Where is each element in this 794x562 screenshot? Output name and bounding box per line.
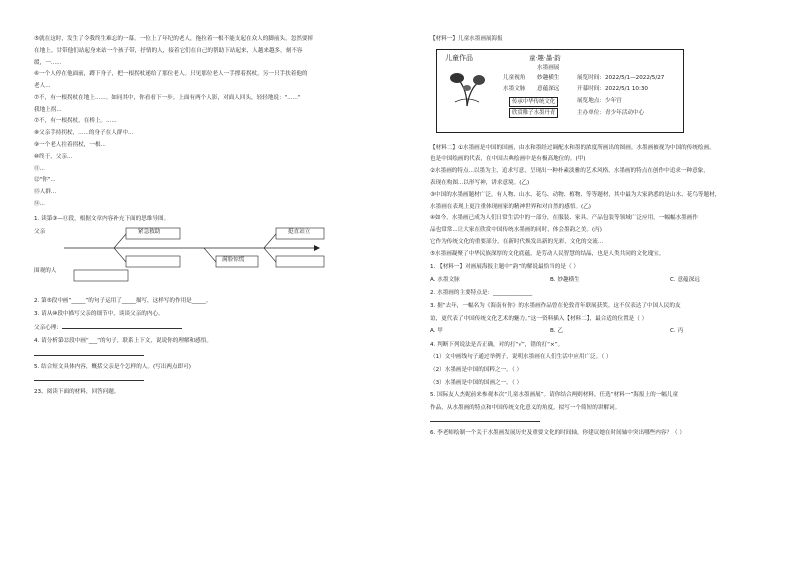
poster-c6: 欣赏稚子水墨丹青 — [509, 108, 558, 118]
r-question-4: 4. 判断下列说法是否正确，对的打“√”，错的打“×”。 — [430, 341, 564, 348]
paragraph: ⑦不，有一根拐杖在地上......。如同其中，你看看下一步。上面有两个人影，对面人回头，轻轻地说："......" — [34, 94, 301, 101]
r-question-1-options — [430, 275, 792, 286]
material-1-title: 【材料一】儿童水墨画展海报 — [430, 36, 503, 42]
left-column — [34, 34, 396, 400]
poster-c5: 传承中华传统文化 — [509, 97, 558, 107]
poster-c3: 水墨文脉 — [503, 85, 526, 92]
paragraph: 老人... — [34, 83, 51, 90]
question-23: 23、阅读下面的材料，回答问题。 — [34, 389, 120, 396]
poster-subtitle: 水墨画展 — [537, 64, 560, 71]
paragraph: ⑥一个人停在他面前，蹲下身子，把一根拐杖递给了那位老人。只见那位老人一手撑着拐杖，另一只手扶着他的 — [34, 71, 308, 78]
paragraph: ⑩终于，父亲... — [34, 153, 73, 160]
crowd-label: 围观的人 — [34, 268, 57, 275]
r-question-3: 3. 据“去年，一幅名为《海南有你》的水墨画作品曾在伦敦青年联展获奖。这不仅表达了中国人民的友 — [430, 303, 681, 309]
material-2-text: 表现在构图...以形写神，讲求意境。(乙) — [430, 179, 530, 186]
r-question-6: 6. 李老师绘制一个关于水墨画发展历史及重要文化的时间轴，你建议她在时间轴中突出哪些内容？（ ） — [430, 430, 686, 437]
r-question-5b: 作品，从水墨画的特点和中国传统文化意义的角度，拟写一个简短的讲解词。 — [430, 404, 621, 411]
question-2: 2. 第⑤段中画“_____”的句子运用了_____描写，这样写的作用是_____。 — [34, 298, 212, 305]
question-3: 3. 请从⑩段中描写父亲的细节中，谈谈父亲的内心。 — [34, 310, 164, 317]
r-question-1: 1. 【材料一】对画展海报主题中“韵”的解说最恰当的是（ ） — [430, 264, 579, 271]
question-1: 1. 读第③—⑪段，根据文章内容补充下面的思维导图。 — [34, 215, 170, 222]
question-3-answer — [34, 321, 396, 334]
poster-d4: 主办单位：青少年活动中心 — [577, 109, 645, 116]
paragraph: ⑬人群... — [34, 189, 57, 196]
paragraph: ⑪... — [34, 165, 45, 172]
option-c[interactable]: C. 意蕴深远 — [670, 276, 700, 283]
r-question-4a: （1）文中画线句子通过举例子，说明水墨画在人们生活中应用广泛。（ ） — [430, 354, 612, 361]
box-stand: 挺直站立 — [288, 229, 311, 236]
material-2-text: 水墨画在表现上更注重体现画家的精神世界和对自然的感悟。(乙) — [430, 203, 591, 210]
ink-plant-icon — [445, 66, 489, 108]
poster-head: 儿童作品 — [445, 53, 473, 62]
answer-line[interactable] — [430, 415, 540, 422]
question-4: 4. 请分析第⑫段中画“___”的句子，联系上下文，说说你的理解和感悟。 — [34, 337, 212, 344]
r-question-4c: （3）水墨画是中国的国画之一。（ ） — [430, 379, 523, 386]
box-emergency: 紧急救助 — [138, 229, 161, 236]
father-label: 父亲 — [34, 229, 46, 236]
exhibition-poster — [436, 49, 684, 133]
answer-line[interactable] — [34, 349, 144, 356]
answer-line[interactable] — [62, 321, 182, 329]
option-a[interactable]: A. 甲 — [430, 328, 443, 335]
poster-d1: 展览时间：2022/5/1—2022/5/27 — [577, 74, 665, 81]
option-b[interactable]: B. 乙 — [550, 328, 563, 335]
poster-d2: 开幕时间：2022/5/1 10:30 — [577, 85, 648, 92]
mind-map — [34, 226, 334, 290]
option-c[interactable]: C. 丙 — [670, 328, 684, 335]
poster-c4: 意蕴深远 — [537, 85, 560, 92]
question-5: 5. 结合短文具体内容，概括父亲是个怎样的人。(写出两点即可) — [34, 363, 191, 370]
box-panic: 满脸惊慌 — [222, 257, 245, 264]
r-question-3b: 谊，更代表了中国传统文化艺术的魅力。”这一资料插入【材料二】，最合适的位置是（ ） — [430, 315, 648, 322]
paragraph: ⑤就在这时，发生了令我终生难忘的一幕。一位上了年纪的老人，拖拉着一根不能支起在众人的脚前头，忽然要摔 — [34, 36, 314, 42]
material-2-text: ③中国的水墨画题材广泛，有人物、山水、花鸟、动物、植物、等等题材，其中最为大家熟悉的是山水、花鸟等题材， — [430, 191, 721, 198]
paragraph: 缓，一...... — [34, 59, 62, 66]
poster-c1: 儿童视角 — [503, 74, 526, 81]
material-2-text: 品也常常...让大家在欣赏中国传统水墨画的同时，体会墨韵之美。(丙) — [430, 227, 602, 234]
poster-d3: 展览地点：少年宫 — [577, 97, 622, 104]
paragraph: 我地上拐... — [34, 106, 62, 113]
option-b[interactable]: B. 妙趣横生 — [550, 276, 580, 283]
paragraph: ⑦不，有一根拐杖，在桥上。...... — [34, 118, 117, 125]
material-2-text: ②水墨画的特点...以墨为主，追求写意，呈现出一种朴素淡雅的艺术风格。水墨画的特点在创作中追求一种意象， — [430, 168, 709, 175]
poster-c2: 妙趣横生 — [537, 74, 560, 81]
paragraph: ⑨一个老人拄着拐杖，一根... — [34, 142, 106, 149]
material-2-text: 也是中国绘画的代表，在中国古典绘画中是有极高地位的。(甲) — [430, 156, 586, 163]
r-question-4b: （2）水墨画是中国的国粹之一。（ ） — [430, 366, 523, 373]
answer-line[interactable] — [34, 374, 144, 381]
r-question-5: 5. 国际友人杰妮前来参观本次“儿童水墨画展”。请你结合两则材料，任选“材料一”海报上的一幅儿童 — [430, 392, 679, 399]
r-question-2: 2. 水墨画的主要特点是：______________ — [430, 290, 533, 297]
right-column — [430, 34, 792, 441]
material-2-text: ⑤水墨画凝聚了中华民族深厚的文化底蕴，是劳动人民智慧的结晶，也是人类共同的文化瑰宝。 — [430, 250, 665, 257]
r-question-3-options — [430, 326, 792, 337]
material-2-text: 【材料二】①水墨画是中国的国画，由水和墨经过调配水和墨的浓度所画出的图画。水墨画被视为中国的传统绘画， — [430, 144, 715, 151]
paragraph: ⑭... — [34, 200, 45, 207]
poster-title: 童·趣·墨·韵 — [529, 53, 561, 62]
father-mind-label: 父亲心理： — [34, 325, 62, 332]
paragraph: ⑫"你"... — [34, 177, 56, 184]
paragraph: ⑧父亲手持拐杖，......的身子在人群中... — [34, 130, 134, 137]
option-a[interactable]: A. 水墨文脉 — [430, 276, 460, 283]
paragraph: 在地上。甘带他们站起身来站一个孩子带，抒情的人，接着它们在自己的帮助下站起来，人越来越多，刻不容 — [34, 47, 303, 54]
material-2-text: ④如今，水墨画已成为人们日常生活中的一部分，在服装、家具、产品包装等领域广泛应用，一幅幅水墨画作 — [430, 215, 698, 222]
material-2-text: 它作为传统文化的重要部分，在新时代焕发出新的光彩，文化的交流... — [430, 238, 604, 245]
